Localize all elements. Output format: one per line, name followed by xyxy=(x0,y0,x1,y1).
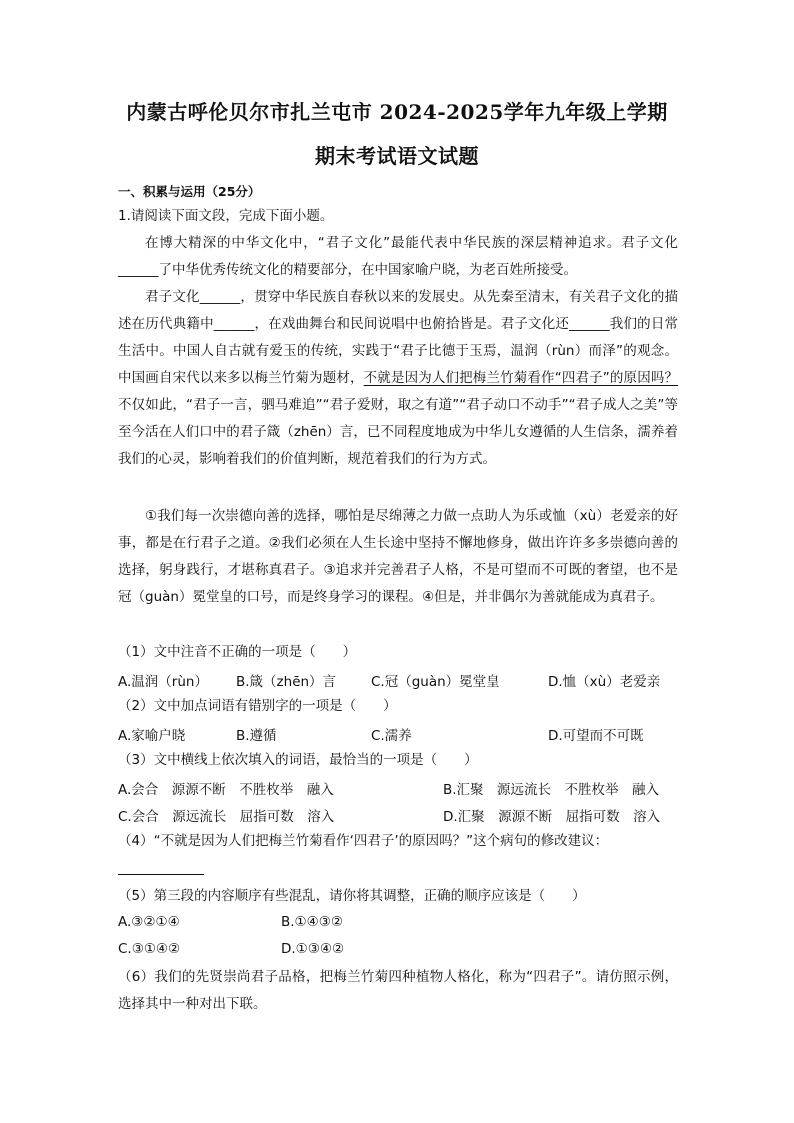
question-1-3-options-row-1 xyxy=(118,778,678,800)
question-1-intro: 1.请阅读下面文段，完成下面小题。 xyxy=(118,208,334,224)
passage-paragraph-1: 在博大精深的中华文化中，“君子文化”最能代表中华民族的深层精神追求。君子文化______了中华优秀传统文化的精要部分，在中国家喻户晓，为老百姓所接受。 xyxy=(118,235,678,278)
question-1-3-options-row-2 xyxy=(118,805,678,827)
question-1-5-options-row-2 xyxy=(118,941,678,963)
option-d: D.恤（xù）老爱亲 xyxy=(548,674,661,690)
option-c: C.③①④② xyxy=(118,941,181,957)
option-b: B.①④③② xyxy=(281,914,343,930)
question-1-6-stem: （6）我们的先贤崇尚君子品格，把梅兰竹菊四种植物人格化，称为“四君子”。请仿照示例，选择其中一种对出下联。 xyxy=(118,969,678,1012)
option-b: B.遵循 xyxy=(236,728,277,744)
option-a: A.家喻户晓 xyxy=(118,728,186,744)
question-1-2-stem: （2）文中加点词语有错别字的一项是（ ） xyxy=(118,698,397,714)
question-1-4-stem: （4）“不就是因为人们把梅兰竹菊看作‘四君子’的原因吗？”这个病句的修改建议： xyxy=(118,833,609,849)
question-1-5-options-row-1 xyxy=(118,914,678,936)
option-d: D.可望而不可既 xyxy=(548,728,644,744)
option-d: D.①③④② xyxy=(281,941,345,957)
underlined-sick-sentence: 不就是因为人们把梅兰竹菊看作“四君子”的原因吗？ xyxy=(363,370,678,386)
question-1-1-options xyxy=(118,670,678,692)
option-c: C.会合 源远流长 屈指可数 溶入 xyxy=(118,809,335,825)
page-subtitle: 期末考试语文试题 xyxy=(315,144,479,168)
question-1-5-stem: （5）第三段的内容顺序有些混乱，请你将其调整，正确的顺序应该是（ ） xyxy=(118,888,586,904)
answer-blank-line[interactable] xyxy=(118,874,204,875)
question-1-2-options xyxy=(118,724,678,746)
option-c: C.濡养 xyxy=(371,728,412,744)
option-d: D.汇聚 源源不断 屈指可数 溶入 xyxy=(443,809,661,825)
option-a: A.③②①④ xyxy=(118,914,180,930)
passage-paragraph-3: ①我们每一次崇德向善的选择，哪怕是尽绵薄之力做一点助人为乐或恤（xù）老爱亲的好事，都是在行君子之道。②我们必须在人生长途中坚持不懈地修身，做出许许多多崇德向善的选择，躬身践行，才堪称真君子。③追求并完善君子人格，不是可望而不可既的奢望，也不是冠（guàn）冕堂皇的口号，而是终身学习的课程。④但是，并非偶尔为善就能成为真君子。 xyxy=(118,508,678,605)
page-title: 内蒙古呼伦贝尔市扎兰屯市 2024-2025学年九年级上学期 xyxy=(126,100,668,124)
option-a: A.温润（rùn） xyxy=(118,674,208,690)
option-a: A.会合 源源不断 不胜枚举 融入 xyxy=(118,782,334,798)
option-b: B.箴（zhēn）言 xyxy=(236,674,337,690)
passage-paragraph-2-text-a: 君子文化______，贯穿中华民族自春秋以来的发展史。从先秦至清末，有关君子文化的描述在历代典籍中______，在戏曲舞台和民间说唱中也俯拾皆是。君子文化还______我们的日常生活中。中国人自古就有爱玉的传统，实践于“君子比德于玉焉，温润（rùn）而泽”的观念。中国画自宋代以来多以梅兰竹菊为题材， xyxy=(118,289,678,386)
passage-paragraph-2 xyxy=(118,284,678,473)
option-b: B.汇聚 源远流长 不胜枚举 融入 xyxy=(443,782,660,798)
question-1-1-stem: （1）文中注音不正确的一项是（ ） xyxy=(118,644,357,660)
section-heading: 一、积累与运用（25分） xyxy=(118,184,261,199)
question-1-3-stem: （3）文中横线上依次填入的词语，最恰当的一项是（ ） xyxy=(118,752,478,768)
option-c: C.冠（guàn）冕堂皇 xyxy=(371,674,500,690)
passage-paragraph-2-text-b: 不仅如此，“君子一言，驷马难追”“君子爱财，取之有道”“君子动口不动手”“君子成人之美”等至今活在人们口中的君子箴（zhēn）言，已不同程度地成为中华儿女遵循的人生信条，濡养着我们的心灵，影响着我们的价值判断，规范着我们的行为方式。 xyxy=(118,397,678,467)
